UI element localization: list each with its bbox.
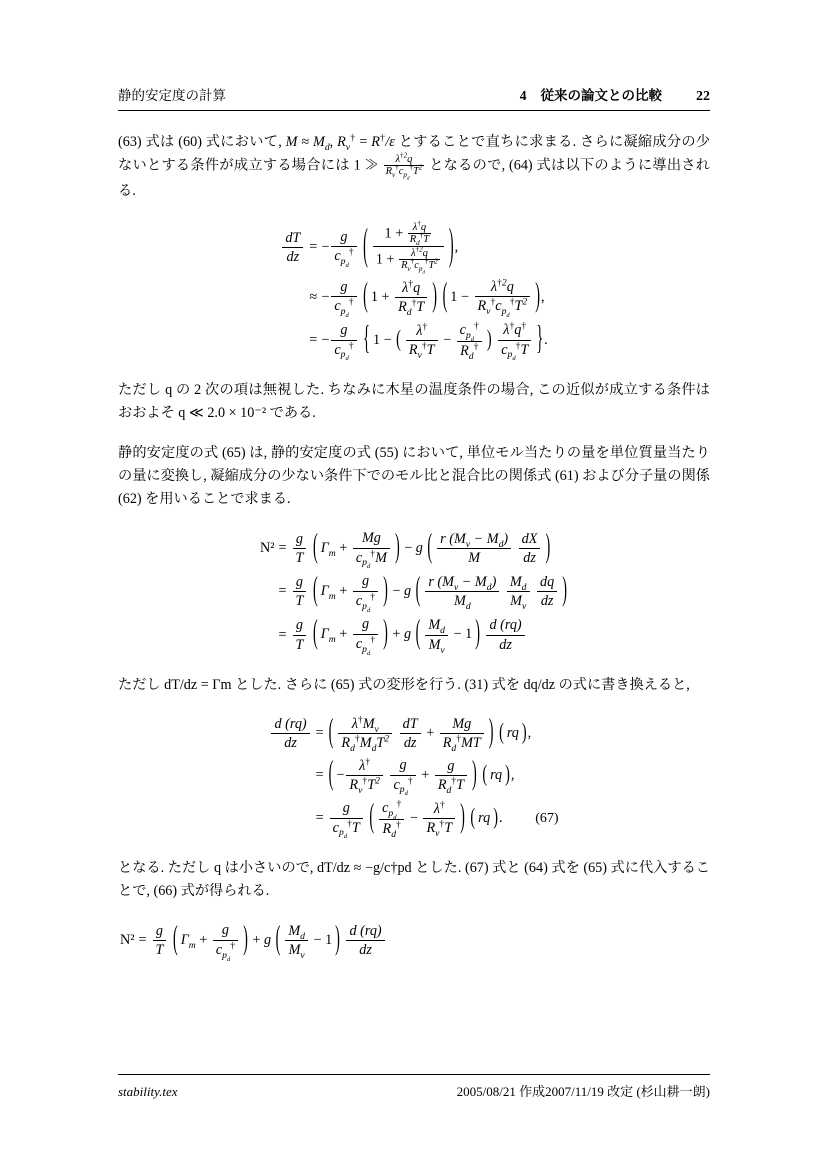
eq64-rhs-1: − $\frac{g}{c_{p_d}^\dagger}$ ( 1 + $\frac{\lambda^\dagger q}{R_d^\dagger T}$ 1 + $\frac{\lambda^{\dagger 2}q}{R_v^\dagger c_{p_d}^\dagger T^2}$ ), [321,219,459,276]
paragraph-3: 静的安定度の式 (65) は, 静的安定度の式 (55) において, 単位モル当たりの量を単位質量当たりの量に変換し, 凝縮成分の少ない条件下でのモル比と混合比の関係式 (61) および分子量の関係(62) を用いることで求まる. [118,445,710,508]
paragraph-1-text-b: とすることで直ちに求まる. さらに凝縮成分の少ないとする条件が成立する場合には [118,134,711,174]
eq67-rel-2: = [315,767,324,784]
header-section-number: 4 [519,88,527,103]
footer-filename: stability.tex [118,1084,178,1099]
paragraph-2: ただし q の 2 次の項は無視した. ちなみに木星の温度条件の場合, この近似が成立する条件はおおよそ q ≪ 2.0 × 10⁻² である. [118,382,710,422]
equation-67 [118,713,710,841]
eq67-rhs-2: (− $\frac{\lambda^\dagger}{R_v^\dagger T^2}$ $\frac{g}{c_{p_d}^\dagger}$ + $\frac{g}{R_d^\dagger T}$ ) ( rq ), [328,755,515,798]
eq66-rhs: $\frac{g}{T}$ ( $\Gamma_m$ + $\frac{g}{c_{p_d}^\dagger}$ ) + g ( $\frac{M_d}{M_v}$ − 1) $\frac{d (rq)}{dz}$ [149,919,389,962]
header-left-title: 静的安定度の計算 [118,88,226,103]
eq65-rhs-3: $\frac{g}{T}$ ( $\Gamma_m$ + $\frac{g}{c_{p_d}^\dagger}$ ) + g ( $\frac{M_d}{M_v}$ − 1) $\frac{d (rq)}{dz}$ [289,613,570,656]
page-footer [118,1074,710,1100]
eq67-rel-1: = [315,724,324,741]
paragraph-1-text-a: (63) 式は (60) 式において, [118,134,282,150]
eq64-rhs-3: − $\frac{g}{c_{p_d}^\dagger}$ { 1 − ( $\frac{\lambda^\dagger}{R_v^\dagger T}$ − $\frac{c_{p_d}^\dagger}{R_d^\dagger}$ ) $\frac{\lambda^\dagger q^\dagger}{c_{p_d}^\dagger T}$ }. [321,320,548,363]
eq66-lhs: N² [120,932,135,949]
equation-66 [118,919,710,962]
eq67-tag: (67) [535,810,559,826]
eq64-rel-2: ≈ [309,289,318,306]
paragraph-5: となる. ただし q は小さいので, dT/dz ≈ −g/c†pd とした. (67) 式と (64) 式を (65) 式に代入することで, (66) 式が得られる. [118,860,710,900]
paragraph-1: (63) 式は (60) 式において, $M \approx M_d$, $R_v^\dagger = R^\dagger/\varepsilon$ とすることで直ちに求まる. さらに凝縮成分の少ないとする条件が成立する場合には 1 ≫ $\frac{\lambda^{\dagger 2}q}{R_v^\dagger c_{p_d}^\dagger T^2}$ となるので, (64) 式は以下のように導出される. [118,132,711,199]
eq65-rhs-2: $\frac{g}{T}$ ( $\Gamma_m$ + $\frac{g}{c_{p_d}^\dagger}$ ) − g ( $\frac{r (M_v - M_d)}{M_d}$ $\frac{M_d}{M_v}$ $\frac{dq}{dz}$ ) [289,570,570,613]
paragraph-4: ただし dT/dz = Γm とした. さらに (65) 式の変形を行う. (31) 式を dq/dz の式に書き換えると, [118,676,690,693]
header-page-number: 22 [696,89,710,104]
page-header [118,84,710,111]
eq67-tag-blank-1 [533,713,560,755]
eq64-lhs: $\frac{dT}{dz}$ [278,219,307,277]
eq65-lhs: N² [260,540,275,557]
footer-revision: 2005/08/21 作成2007/11/19 改定 (杉山耕一朗) [456,1084,710,1099]
inline-math-1: M [285,134,298,150]
eq67-lhs: $\frac{d (rq)}{dz}$ [267,713,313,755]
eq64-rhs-2: − $\frac{g}{c_{p_d}^\dagger}$ ( 1 + $\frac{\lambda^\dagger q}{R_d^\dagger T}$ ) ( 1 − $\frac{\lambda^{\dagger 2}q}{R_v^\dagger c_{p_d}^\dagger T^2}$ ), [321,277,545,320]
paragraph-1-text-c: となるので, (64) 式は以下のように導出される. [118,157,710,199]
header-section [226,84,696,104]
inline-fraction-1: $\frac{\lambda^{\dagger 2}q}{R_v^\dagger c_{p_d}^\dagger T^2}$ [385,151,423,182]
eq66-rel: = [138,932,147,949]
eq64-rel-1: = [309,238,318,255]
eq65-rhs-1: $\frac{g}{T}$ ( $\Gamma_m$ + $\frac{Mg}{c_{p_d}^\dagger M}$ ) − g ( $\frac{r (M_v - M_d)}{M}$ $\frac{dX}{dz}$ ) [289,527,570,570]
eq67-rhs-1: ( $\frac{\lambda^\dagger M_v}{R_d^\dagger M_dT^2}$ $\frac{dT}{dz}$ + $\frac{Mg}{R_d^\dagger MT}$ ) ( rq ), [328,713,532,754]
equation-64 [118,219,710,363]
eq65-rel-3: = [278,626,287,643]
eq64-rel-3: = [309,332,318,349]
eq67-rel-3: = [315,810,324,827]
eq65-rel-2: = [278,583,287,600]
page-content [118,84,710,976]
header-section-title: 従来の論文との比較 [540,88,662,103]
equation-65 [118,527,710,656]
eq65-rel-1: = [278,540,287,557]
eq67-tag-blank-2 [533,754,560,797]
eq67-rhs-3: $\frac{g}{c_{p_d}^\dagger T}$ ( $\frac{c_{p_d}^\dagger}{R_d^\dagger}$ − $\frac{\lambda^\dagger}{R_v^\dagger T}$ ) ( rq ). [326,797,534,840]
